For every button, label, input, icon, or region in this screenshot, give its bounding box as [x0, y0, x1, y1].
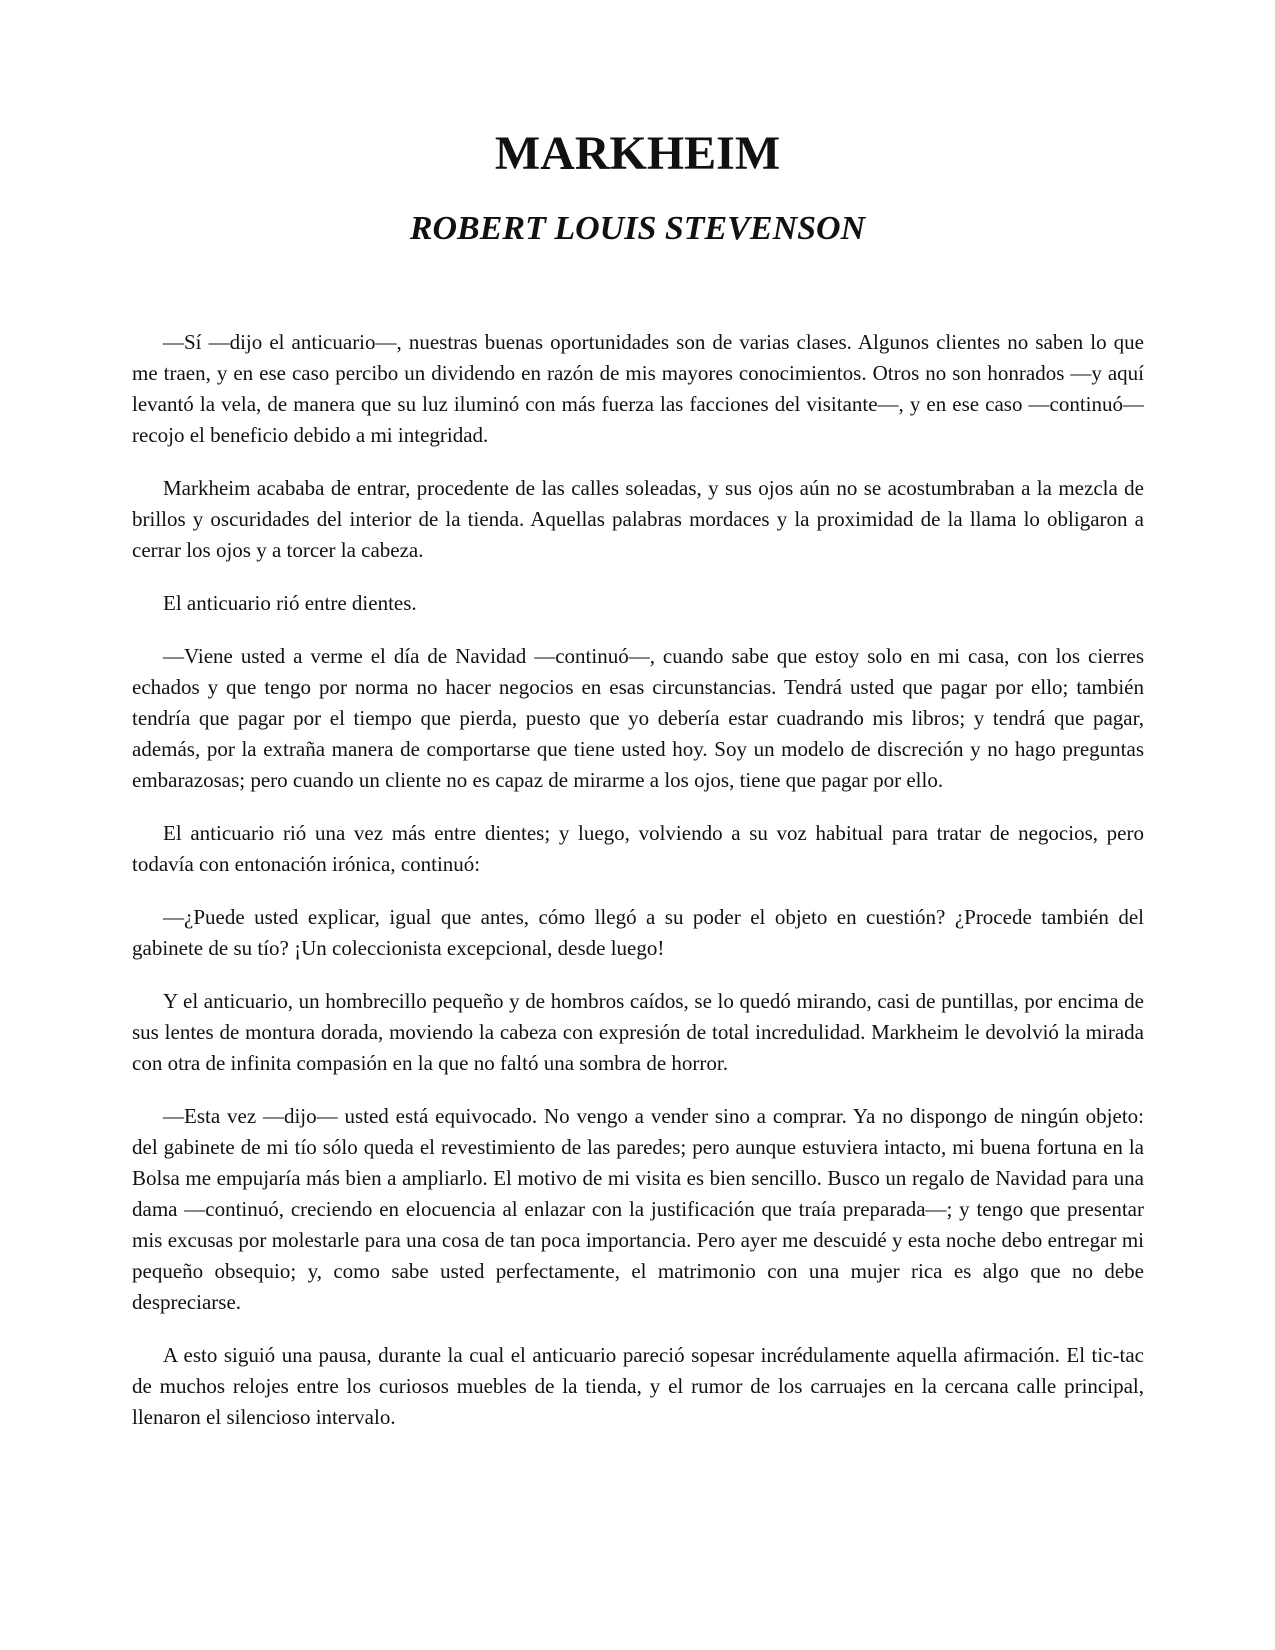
author-name: ROBERT LOUIS STEVENSON	[409, 210, 866, 247]
page-title: MARKHEIM	[494, 127, 781, 180]
paragraph: —Esta vez —dijo— usted está equivocado. No vengo a vender sino a comprar. Ya no dispongo de ningún objeto: del gabinete de mi tío sólo queda el revestimiento de las paredes; pero aunque estuviera intacto, mi buena fortuna en la Bolsa me empujaría más bien a ampliarlo. El motivo de mi visita es bien sencillo. Busco un regalo de Navidad para una dama —continuó, creciendo en elocuencia al enlazar con la justificación que traía preparada—; y tengo que presentar mis excusas por molestarle para una cosa de tan poca importancia. Pero ayer me descuidé y esta noche debo entregar mi pequeño obsequio; y, como sabe usted perfectamente, el matrimonio con una mujer rica es algo que no debe despreciarse.	[132, 1104, 1144, 1314]
paragraph: —Sí —dijo el anticuario—, nuestras buenas oportunidades son de varias clases. Algunos clientes no saben lo que me traen, y en ese caso percibo un dividendo en razón de mis mayores conocimientos. Otros no son honrados —y aquí levantó la vela, de manera que su luz iluminó con más fuerza las facciones del visitante—, y en ese caso —continuó— recojo el beneficio debido a mi integridad.	[132, 330, 1144, 447]
paragraph: —Viene usted a verme el día de Navidad —continuó—, cuando sabe que estoy solo en mi casa, con los cierres echados y que tengo por norma no hacer negocios en esas circunstancias. Tendrá usted que pagar por ello; también tendría que pagar por el tiempo que pierda, puesto que yo debería estar cuadrando mis libros; y tendrá que pagar, además, por la extraña manera de comportarse que tiene usted hoy. Soy un modelo de discreción y no hago preguntas embarazosas; pero cuando un cliente no es capaz de mirarme a los ojos, tiene que pagar por ello.	[132, 644, 1144, 792]
paragraph: Markheim acababa de entrar, procedente de las calles soleadas, y sus ojos aún no se acostumbraban a la mezcla de brillos y oscuridades del interior de la tienda. Aquellas palabras mordaces y la proximidad de la llama lo obligaron a cerrar los ojos y a torcer la cabeza.	[132, 476, 1144, 562]
body-text	[132, 327, 1144, 1455]
paragraph: Y el anticuario, un hombrecillo pequeño y de hombros caídos, se lo quedó mirando, casi de puntillas, por encima de sus lentes de montura dorada, moviendo la cabeza con expresión de total incredulidad. Markheim le devolvió la mirada con otra de infinita compasión en la que no faltó una sombra de horror.	[132, 989, 1144, 1075]
paragraph: El anticuario rió una vez más entre dientes; y luego, volviendo a su voz habitual para tratar de negocios, pero todavía con entonación irónica, continuó:	[132, 821, 1144, 876]
paragraph: El anticuario rió entre dientes.	[163, 591, 417, 615]
paragraph: —¿Puede usted explicar, igual que antes, cómo llegó a su poder el objeto en cuestión? ¿Procede también del gabinete de su tío? ¡Un coleccionista excepcional, desde luego!	[132, 905, 1144, 960]
paragraph: A esto siguió una pausa, durante la cual el anticuario pareció sopesar incrédulamente aquella afirmación. El tic-tac de muchos relojes entre los curiosos muebles de la tienda, y el rumor de los carruajes en la cercana calle principal, llenaron el silencioso intervalo.	[132, 1343, 1144, 1429]
